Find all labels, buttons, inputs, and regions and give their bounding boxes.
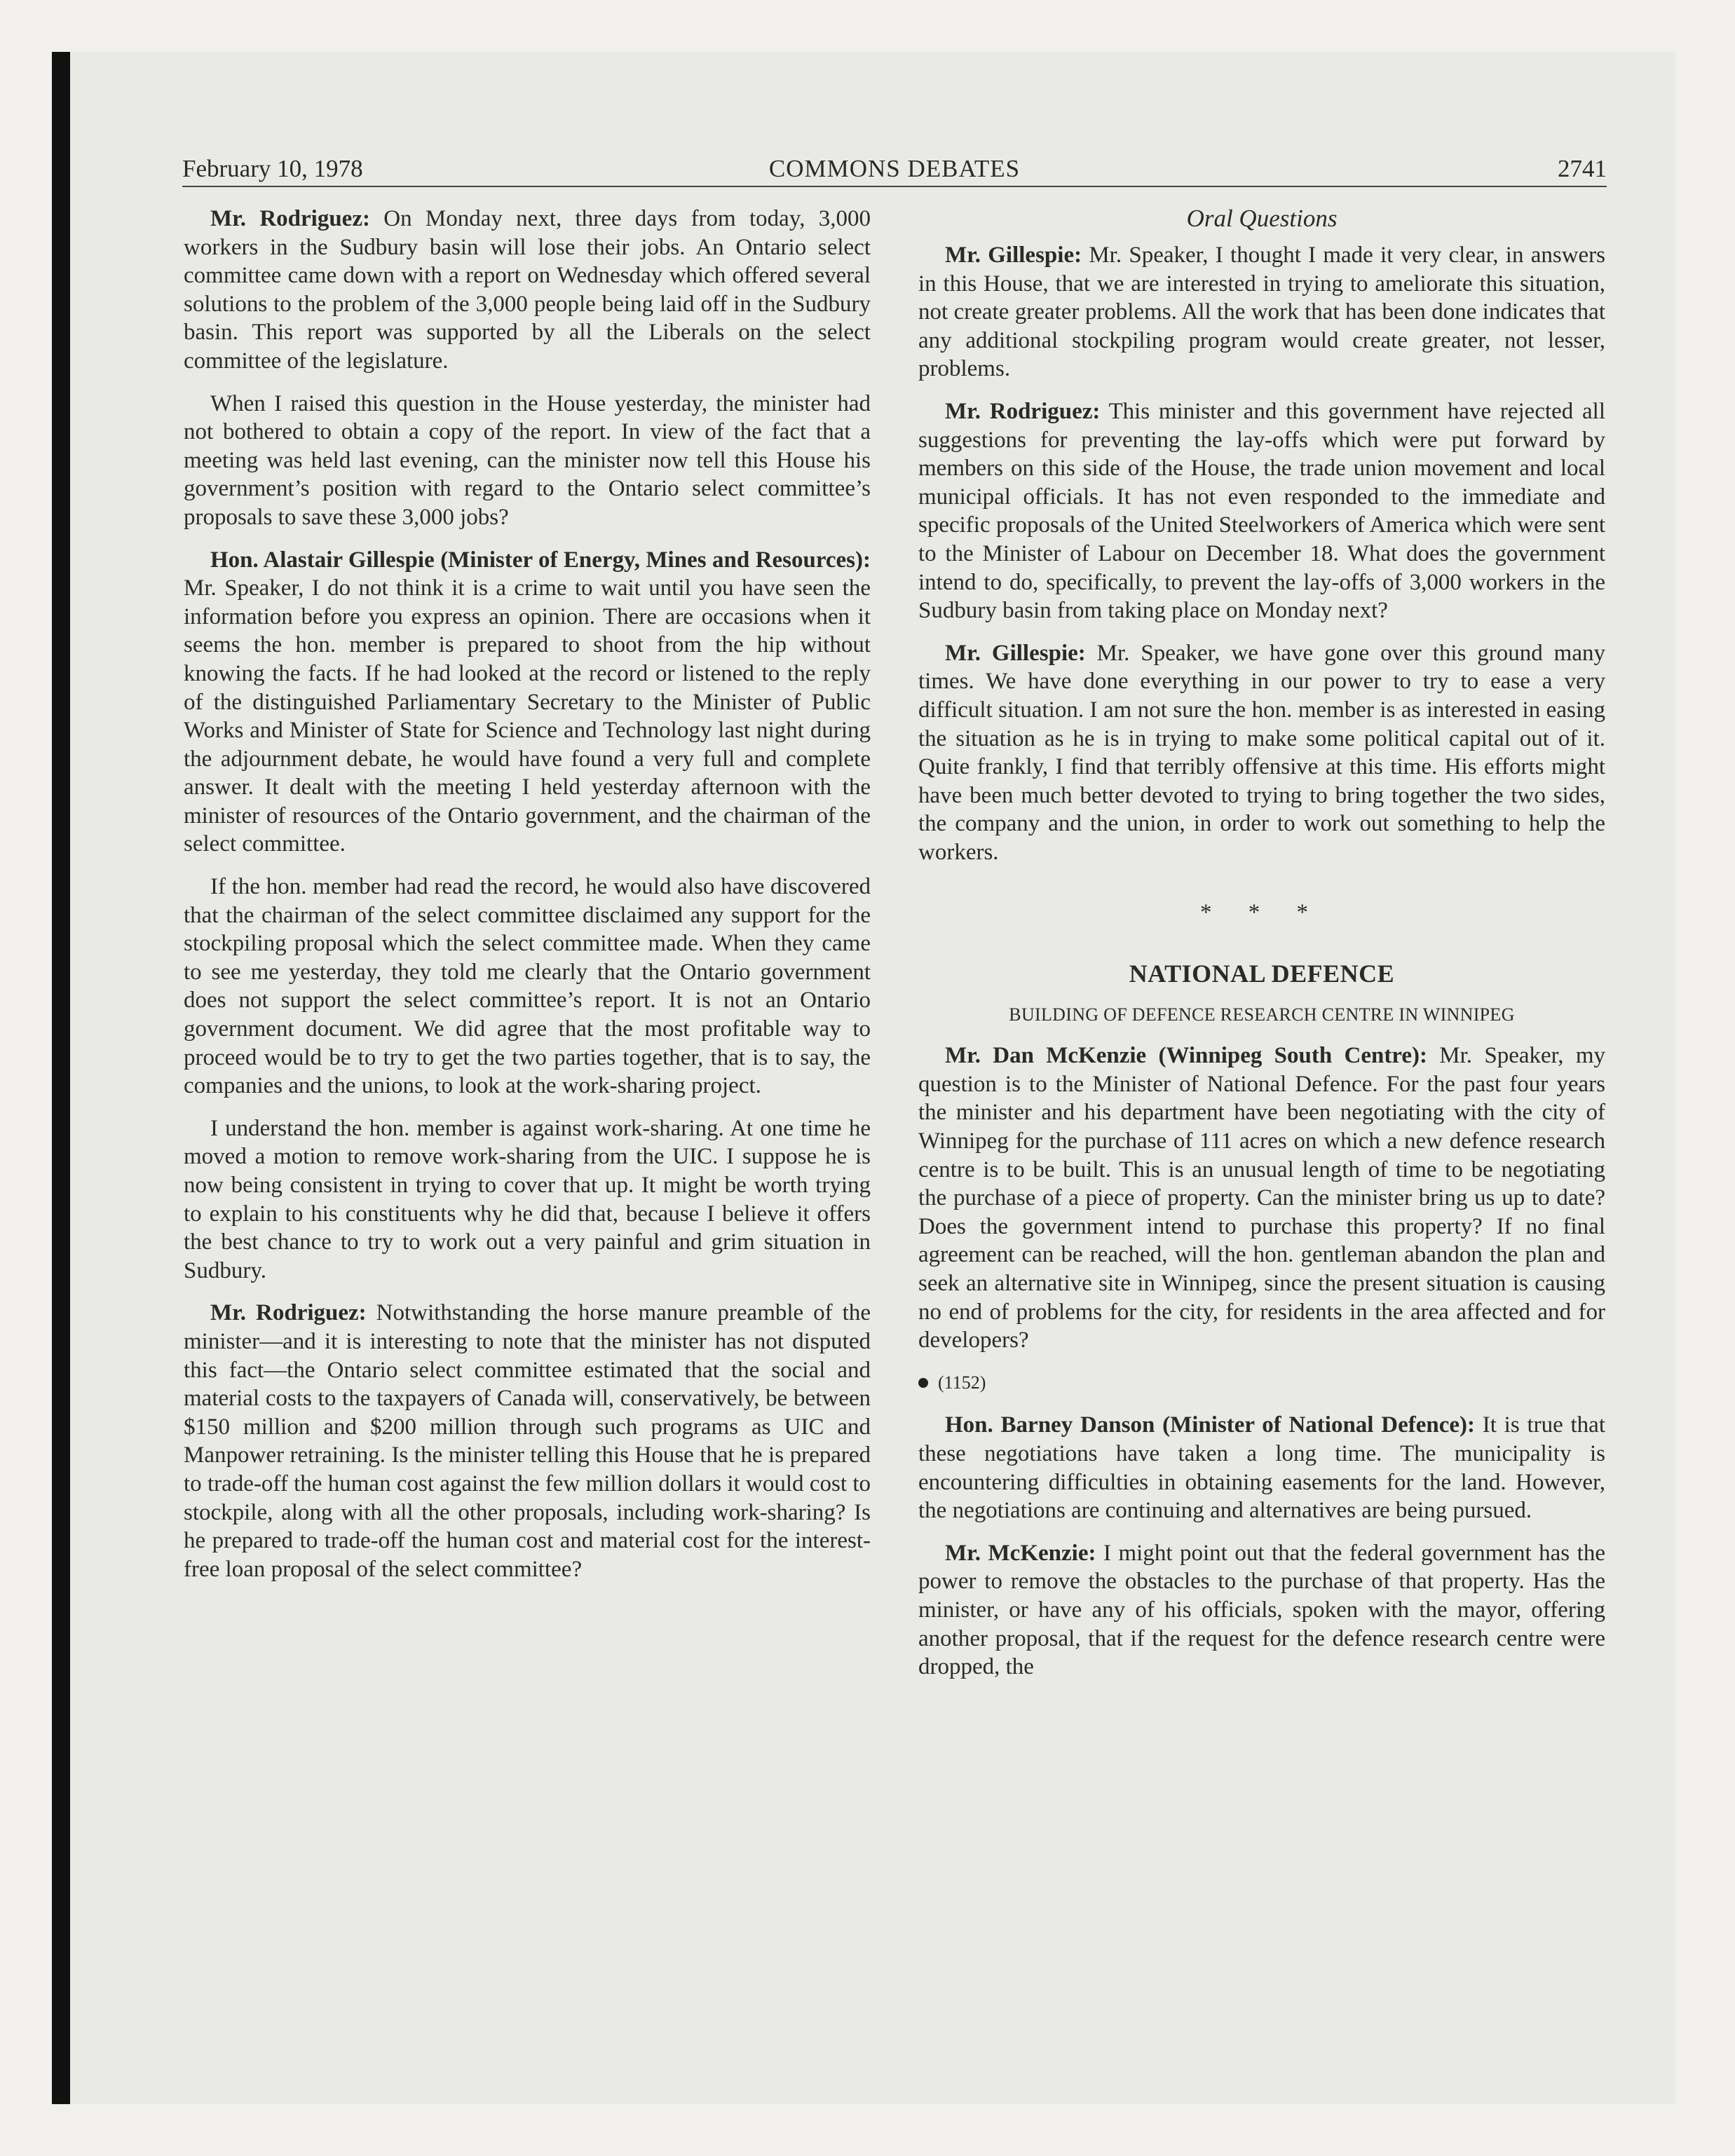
scan-edge-bar: [52, 52, 70, 2104]
header-date: February 10, 1978: [182, 155, 363, 182]
section-subtitle: BUILDING OF DEFENCE RESEARCH CENTRE IN WINNIPEG: [1009, 1004, 1515, 1025]
speaker-name: Mr. Gillespie:: [945, 640, 1086, 666]
speech-text: It is true that these negotiations have taken a long time. The municipality is encountering difficulties in obtaining easements for the land. However, the negotiations are continuing and alternatives are being pursued.: [918, 1412, 1605, 1524]
speech-text: Notwithstanding the horse manure preamble of the minister—and it is interesting to note that the minister has not disputed this fact—the Ontario select committee estimated that the social and material costs to the taxpayers of Canada will, conservatively, be between $150 million and $200 million through such programs as UIC and Manpower retraining. Is the minister telling this House that he is prepared to trade-off the human cost against the few million dollars it would cost to stockpile, along with all the other proposals, including work-sharing? Is he prepared to trade-off the human cost and material cost for the interest-free loan proposal of the select committee?: [184, 1300, 871, 1582]
paragraph: [184, 205, 871, 376]
speech-text: Mr. Speaker, we have gone over this ground many times. We have done everything in our power to try to ease a very difficult situation. I am not sure the hon. member is as interested in easing the situation as he is in trying to make some political capital out of it. Quite frankly, I find that terribly offensive at this time. His efforts might have been much better devoted to trying to bring together the two sides, the company and the union, in order to work out something to help the workers.: [918, 640, 1605, 865]
paragraph: [184, 390, 871, 532]
paragraph: [918, 1539, 1605, 1681]
paragraph: [184, 873, 871, 1100]
speaker-name: Mr. Gillespie:: [945, 243, 1082, 268]
right-column: [918, 205, 1605, 1696]
page-header: [182, 151, 1607, 186]
speech-text: Mr. Speaker, my question is to the Minister of National Defence. For the past four years the minister and his department have been negotiating with the city of Winnipeg for the purchase of 111 acres on which a new defence research centre is to be built. This is an unusual length of time to be negotiating the purchase of a piece of property. Can the minister bring us up to date? Does the government intend to purchase this property? If no final agreement can be reached, will the hon. gentleman abandon the plan and seek an alternative site in Winnipeg, since the present situation is causing no end of problems for the city, for residents in the area affected and for developers?: [918, 1043, 1605, 1353]
speech-text: If the hon. member had read the record, he would also have discovered that the chairman of the select committee disclaimed any support for the stockpiling proposal which the select committee made. When they came to see me yesterday, they told me clearly that the Ontario government does not support the select committee’s report. It is not an Ontario government document. We did agree that the most profitable way to proceed would be to try to get the two parties together, that is to say, the companies and the unions, to look at the work-sharing project.: [184, 874, 871, 1099]
speech-text: When I raised this question in the House yesterday, the minister had not bothered to obtain a copy of the report. In view of the fact that a meeting was held last evening, can the minister now tell this House his government’s position with regard to the Ontario select committee’s proposals to save these 3,000 jobs?: [184, 390, 871, 530]
time-marker-text: (1152): [938, 1372, 986, 1393]
section-title: NATIONAL DEFENCE: [1129, 960, 1395, 988]
paragraph: [918, 639, 1605, 867]
header-rule: [182, 186, 1607, 187]
paragraph: [918, 1411, 1605, 1524]
speaker-name: Mr. Dan McKenzie (Winnipeg South Centre):: [945, 1043, 1428, 1069]
paragraph: [918, 397, 1605, 625]
left-column: [184, 205, 871, 1597]
header-title: COMMONS DEBATES: [768, 155, 1021, 182]
speaker-name: Mr. McKenzie:: [945, 1540, 1096, 1566]
speaker-name: Mr. Rodriguez:: [210, 206, 370, 231]
paragraph: [918, 1042, 1605, 1355]
speech-text: Mr. Speaker, I thought I made it very clear, in answers in this House, that we are interested in trying to ameliorate this situation, not create greater problems. All the work that has been done indicates that any additional stockpiling program would create greater, not lesser, problems.: [918, 243, 1606, 382]
speech-text: This minister and this government have rejected all suggestions for preventing the lay-offs which were put forward by members on this side of the House, the trade union movement and local municipal officials. It has not even responded to the immediate and specific proposals of the United Steelworkers of America which were sent to the Minister of Labour on December 18. What does the government intend to do, specifically, to prevent the lay-offs of 3,000 workers in the Sudbury basin from taking place on Monday next?: [918, 398, 1605, 624]
speaker-name: Mr. Rodriguez:: [945, 398, 1101, 424]
speaker-name: Mr. Rodriguez:: [210, 1300, 367, 1326]
paragraph: [184, 546, 871, 859]
speaker-name: Hon. Barney Danson (Minister of National Defence):: [945, 1412, 1475, 1438]
speaker-name: Hon. Alastair Gillespie (Minister of Energy, Mines and Resources):: [210, 547, 871, 573]
bullet-icon: [918, 1378, 928, 1388]
paragraph: [184, 1114, 871, 1285]
paragraph: [918, 241, 1605, 383]
time-marker: [918, 1369, 1605, 1398]
speech-text: On Monday next, three days from today, 3,000 workers in the Sudbury basin will lose their jobs. An Ontario select committee came down with a report on Wednesday which offered several solutions to the problem of the 3,000 people being laid off in the Sudbury basin. This report was supported by all the Liberals on the select committee of the legislature.: [184, 206, 871, 374]
header-page-number: 2741: [1558, 155, 1607, 182]
paragraph: [184, 1299, 871, 1583]
running-head: Oral Questions: [1186, 205, 1338, 232]
speech-text: I might point out that the federal government has the power to remove the obstacles to the purchase of that property. Has the minister, or have any of his officials, spoken with the mayor, offering another proposal, that if the request for the defence research centre were dropped, the: [918, 1540, 1605, 1680]
section-separator: * * *: [1200, 900, 1324, 926]
speech-text: I understand the hon. member is against work-sharing. At one time he moved a motion to remove work-sharing from the UIC. I suppose he is now being consistent in trying to cover that up. It might be worth trying to explain to his constituents why he did that, because I believe it offers the best chance to try to work out a very painful and grim situation in Sudbury.: [184, 1115, 871, 1283]
speech-text: Mr. Speaker, I do not think it is a crime to wait until you have seen the information before you express an opinion. There are occasions when it seems the hon. member is prepared to shoot from the hip without knowing the facts. If he had looked at the record or listened to the reply of the distinguished Parliamentary Secretary to the Minister of Public Works and Minister of State for Science and Technology last night during the adjournment debate, he would have found a very full and complete answer. It dealt with the meeting I held yesterday afternoon with the minister of resources of the Ontario government, and the chairman of the select committee.: [184, 575, 871, 857]
